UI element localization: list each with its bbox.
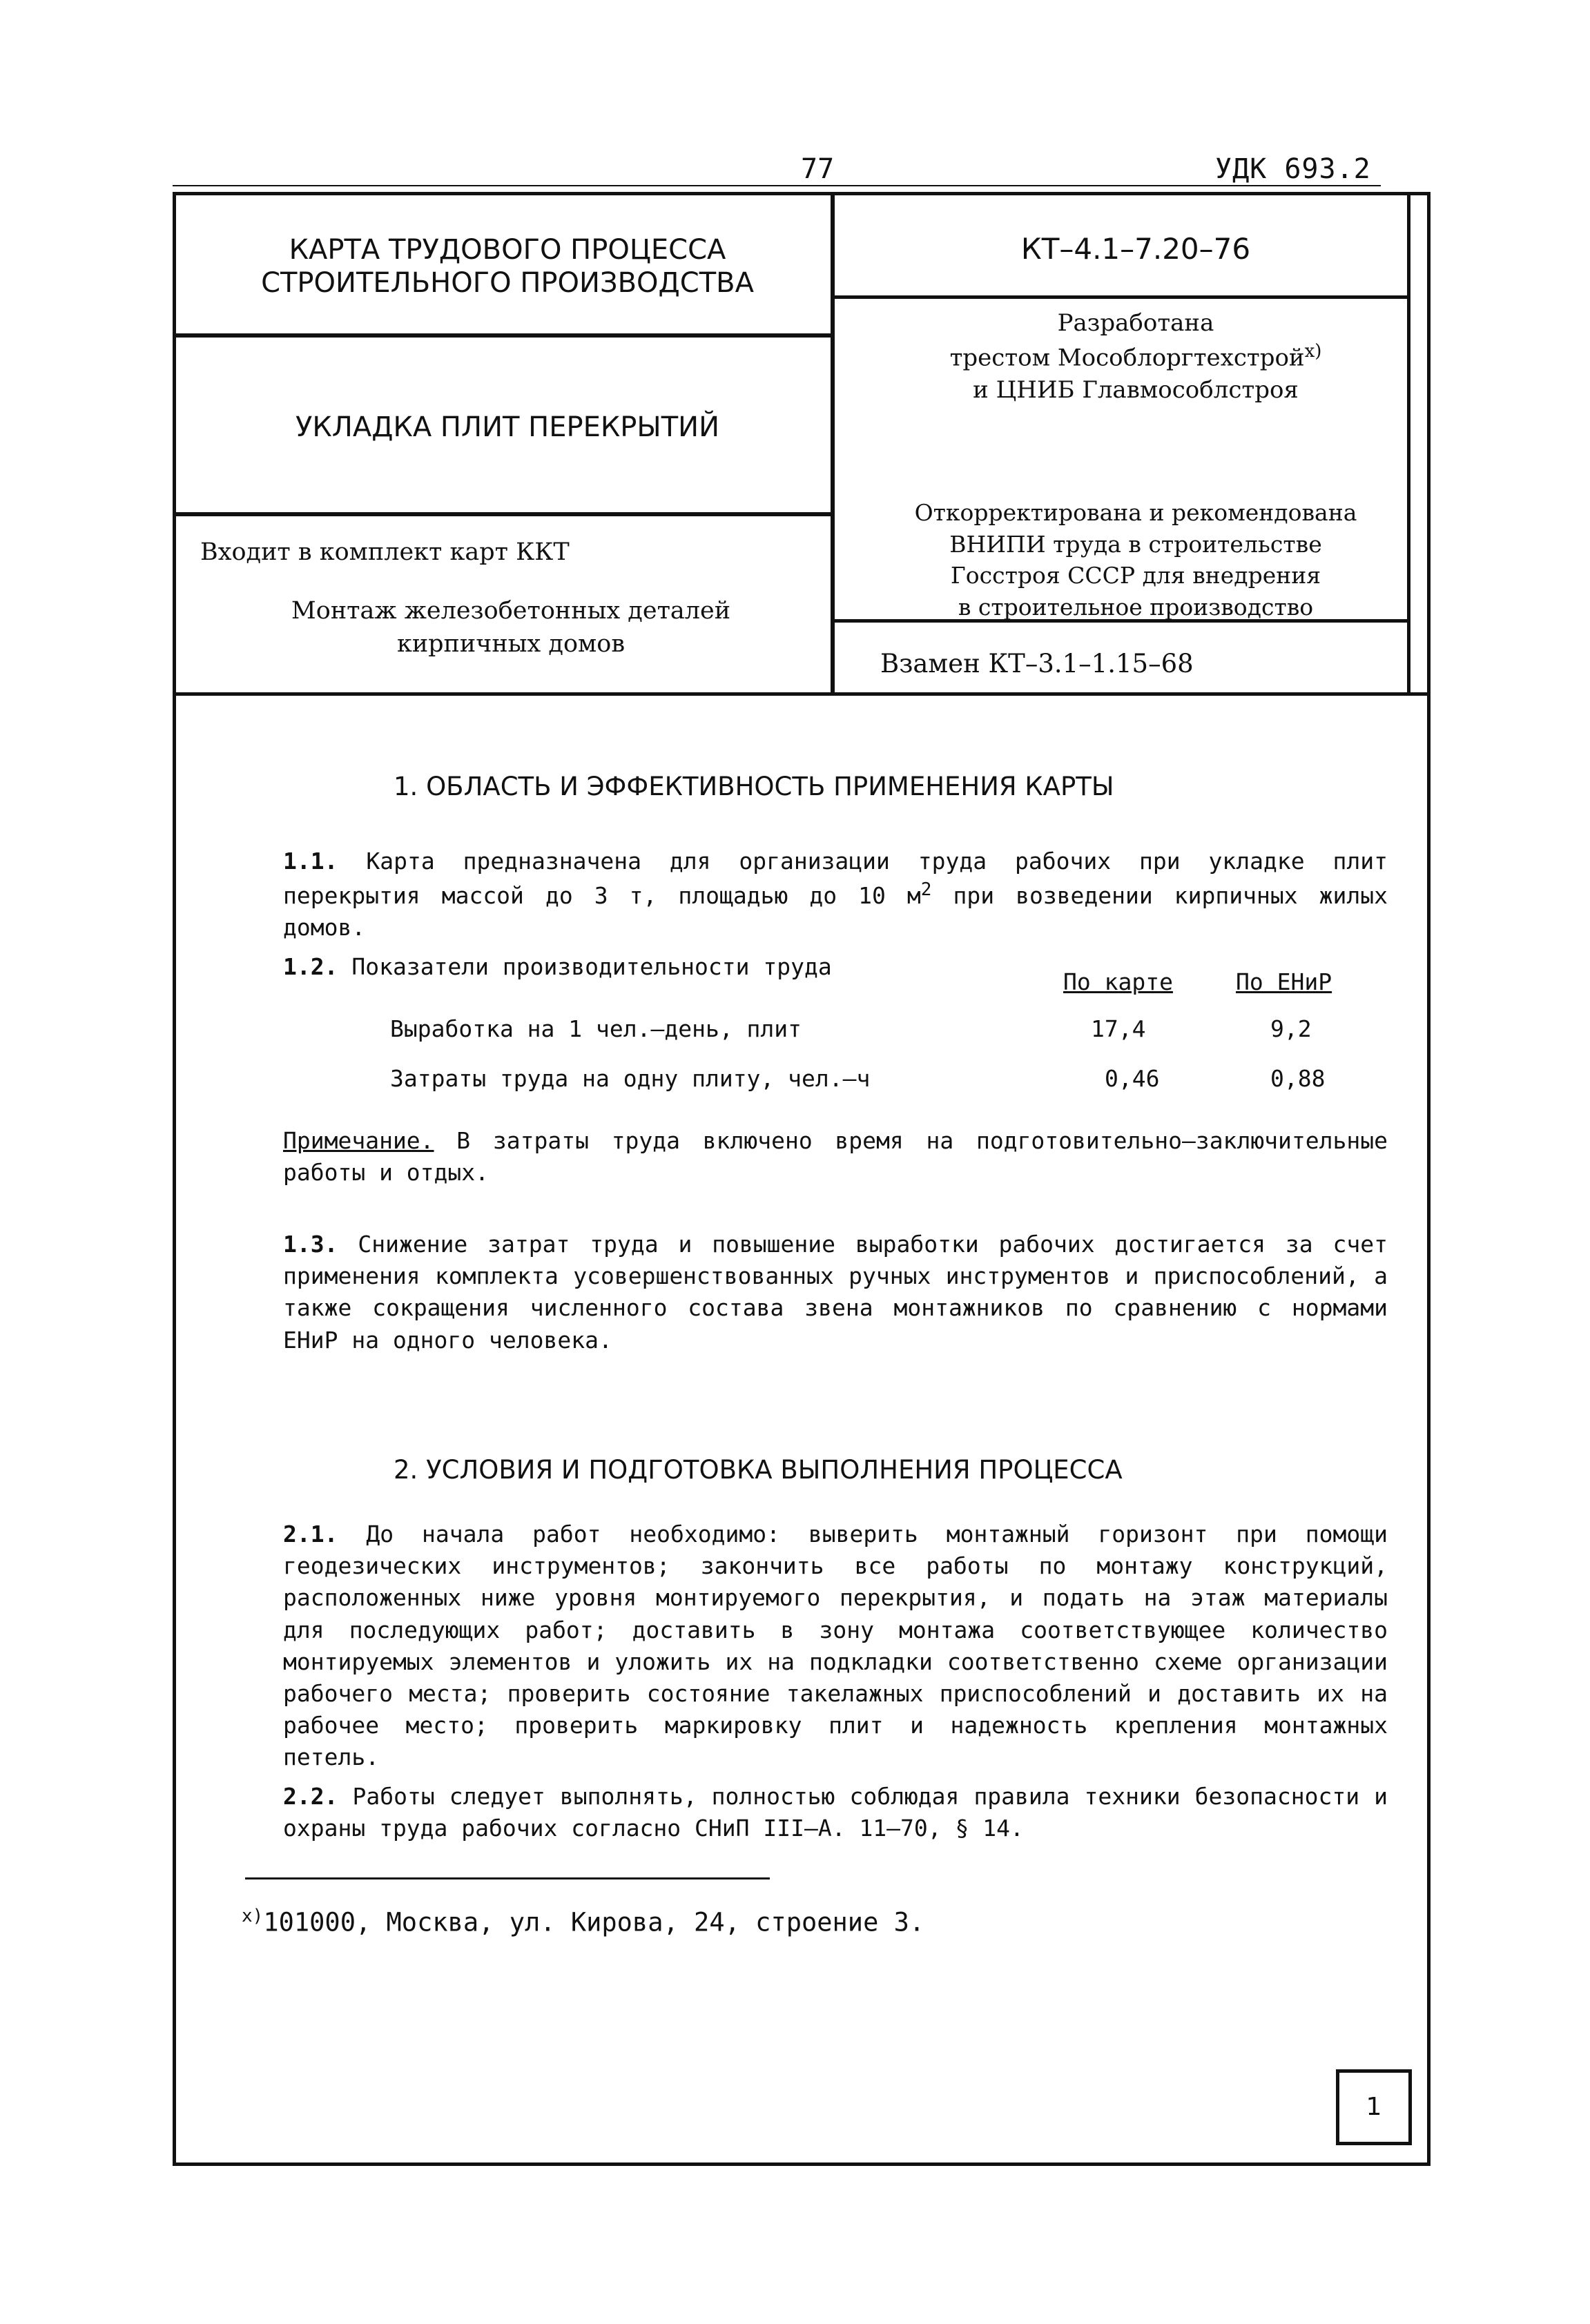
metric-value-enir: 9,2 <box>1270 1015 1312 1042</box>
superscript: 2 <box>920 879 932 901</box>
corrected-by <box>846 497 1426 623</box>
footnote-mark: x) <box>1304 340 1322 362</box>
metric-value-enir: 0,88 <box>1270 1065 1326 1092</box>
replaces-card: Взамен КТ–3.1–1.15–68 <box>880 649 1194 678</box>
card-type-line-2: СТРОИТЕЛЬНОГО ПРОИЗВОДСТВА <box>261 267 754 299</box>
column-header-card: По карте <box>1063 968 1173 995</box>
paragraph-text: Показатели производительности труда <box>351 953 832 980</box>
section-1-heading: 1. ОБЛАСТЬ И ЭФФЕКТИВНОСТЬ ПРИМЕНЕНИЯ КАРТЫ <box>394 772 1114 801</box>
set-description <box>262 595 759 661</box>
paragraph-text: До начала работ необходимо: выверить монтажный горизонт при помощи геодезических инструментов; закончить все работы по монтажу конструкций, расположенных ниже уровня монтируемого перекрытия, и подать на этаж материалы для последующих работ; доставить в зону монтажа соответствующее количество монтируемых элементов и уложить их на подкладки соответственно схеме организации рабочего места; проверить состояние такелажных приспособлений и доставить их на рабочее место; проверить маркировку плит и надежность крепления монтажных петель. <box>283 1521 1388 1771</box>
corrected-line-2: ВНИПИ труда в строительстве <box>949 530 1322 558</box>
card-type-line-1: КАРТА ТРУДОВОГО ПРОЦЕССА <box>289 234 726 266</box>
paragraph-text-tail: при возведении кирпичных жилых домов. <box>283 882 1388 941</box>
note <box>228 1125 1388 1189</box>
table-bottom-rule <box>173 692 1431 696</box>
note-text: В затраты труда включено время на подготовительно–заключительные работы и отдых. <box>283 1127 1388 1187</box>
footnote-mark: x) <box>242 1906 264 1926</box>
footnote-rule <box>245 1877 770 1879</box>
process-title: УКЛАДКА ПЛИТ ПЕРЕКРЫТИЙ <box>295 411 719 443</box>
paragraph-text: Снижение затрат труда и повышение выработки рабочих достигается за счет применения комплекта усовершенствованных ручных инструментов и приспособлений, а также сокращения численного состава звена монтажников по сравнению с нормами ЕНиР на одного человека. <box>283 1231 1388 1354</box>
note-label: Примечание. <box>283 1127 434 1154</box>
paragraph-1-2 <box>283 951 832 983</box>
paragraph-number: 1.3. <box>283 1231 338 1258</box>
set-desc-line-2: кирпичных домов <box>396 629 626 658</box>
page-number: 77 <box>801 153 835 185</box>
section-2-heading: 2. УСЛОВИЯ И ПОДГОТОВКА ВЫПОЛНЕНИЯ ПРОЦЕССА <box>394 1455 1123 1485</box>
table-rule-left-1 <box>173 333 831 338</box>
developed-line-1: Разработана <box>1057 309 1214 337</box>
header-rule <box>173 185 1381 186</box>
footnote <box>242 1904 924 1940</box>
paragraph-2-1 <box>228 1519 1388 1774</box>
table-rule-right-1 <box>831 295 1410 299</box>
card-type-title <box>176 233 839 300</box>
metric-row-label: Затраты труда на одну плиту, чел.–ч <box>390 1065 871 1092</box>
table-rule-left-2 <box>173 512 831 516</box>
sheet-number-box: 1 <box>1336 2069 1412 2145</box>
corrected-line-4: в строительное производство <box>958 593 1314 621</box>
paragraph-2-2 <box>228 1781 1388 1844</box>
column-header-enir: По ЕНиР <box>1236 968 1332 995</box>
corrected-line-1: Откорректирована и рекомендована <box>914 499 1357 526</box>
developed-line-3: и ЦНИБ Главмособлстроя <box>973 376 1299 404</box>
paragraph-number: 2.2. <box>283 1783 338 1810</box>
paragraph-number: 1.2. <box>283 953 338 980</box>
set-label: Входит в комплект карт ККТ <box>200 538 570 566</box>
paragraph-number: 2.1. <box>283 1521 338 1547</box>
paragraph-text: Работы следует выполнять, полностью соблюдая правила техники безопасности и охраны труда рабочих согласно СНиП III–А. 11–70, § 14. <box>283 1783 1388 1842</box>
developed-line-2 <box>846 340 1426 374</box>
developed-org: трестом Мособлоргтехстрой <box>949 344 1305 372</box>
set-desc-line-1: Монтаж железобетонных деталей <box>291 597 731 625</box>
paragraph-text: Карта предназначена для организации труда рабочих при укладке плит перекрытия массой до 3 т, площадью до 10 м <box>283 848 1388 910</box>
card-code: КТ–4.1–7.20–76 <box>1020 232 1251 266</box>
developed-by <box>846 307 1426 407</box>
footnote-text: 101000, Москва, ул. Кирова, 24, строение 3. <box>263 1907 925 1937</box>
udk-code: УДК 693.2 <box>1215 153 1371 185</box>
metric-value-card: 17,4 <box>1091 1015 1146 1042</box>
corrected-line-3: Госстроя СССР для внедрения <box>950 562 1321 589</box>
paragraph-number: 1.1. <box>283 848 338 875</box>
paragraph-1-3 <box>228 1229 1388 1356</box>
paragraph-1-1 <box>228 846 1388 944</box>
metric-value-card: 0,46 <box>1105 1065 1160 1092</box>
metric-row-label: Выработка на 1 чел.–день, плит <box>390 1015 802 1042</box>
